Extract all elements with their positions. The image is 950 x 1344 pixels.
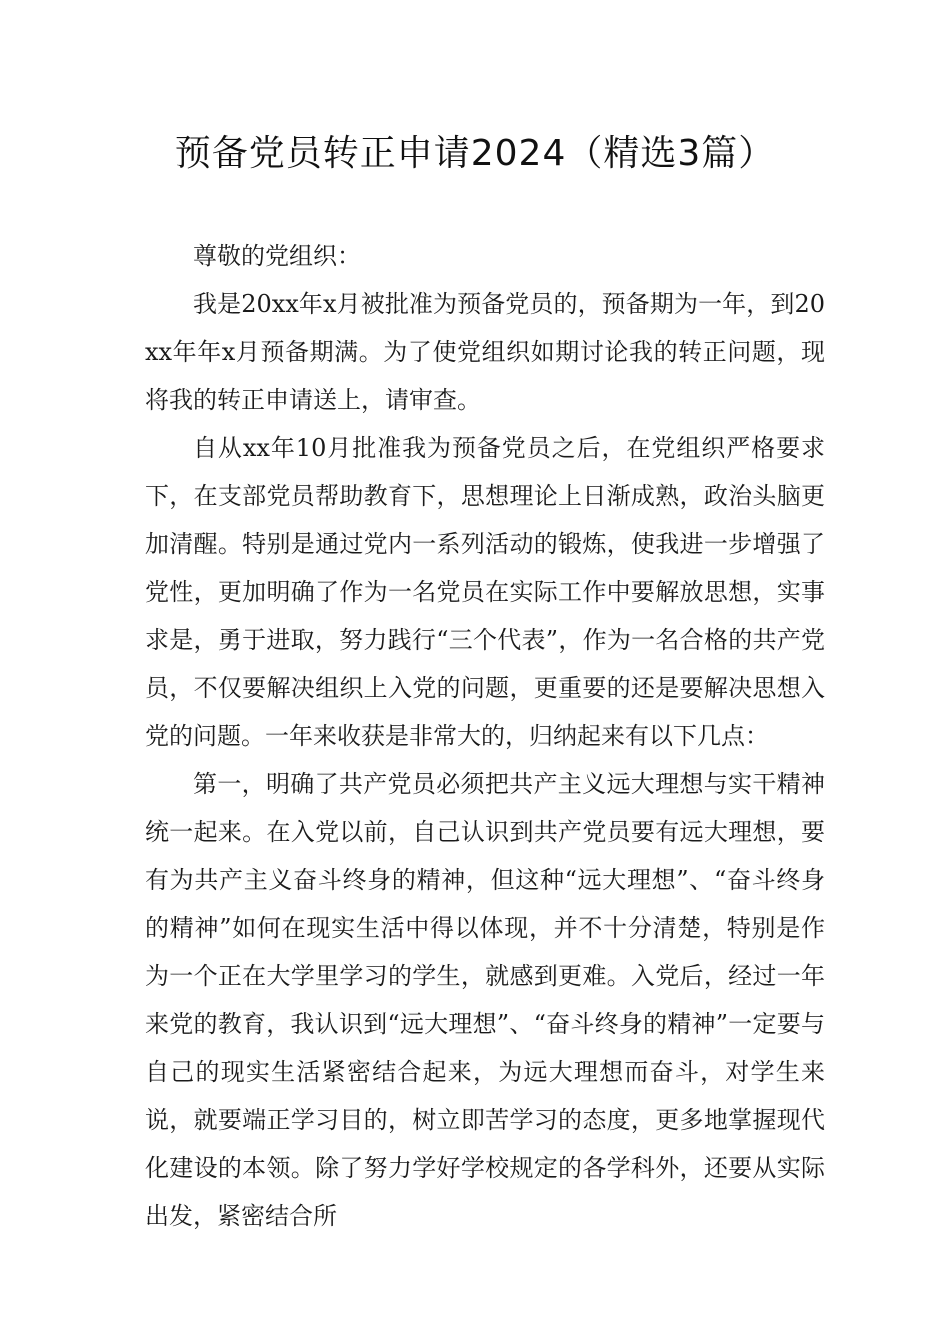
paragraph-3: 第一，明确了共产党员必须把共产主义远大理想与实干精神统一起来。在入党以前，自己认识到共产党员要有远大理想，要有为共产主义奋斗终身的精神，但这种“远大理想”、“奋斗终身的精神”如何在现实生活中得以体现，并不十分清楚，特别是作为一个正在大学里学习的学生，就感到更难。入党后，经过一年来党的教育，我认识到“远大理想”、“奋斗终身的精神”一定要与自己的现实生活紧密结合起来，为远大理想而奋斗，对学生来说，就要端正学习目的，树立即苦学习的态度，更多地掌握现代化建设的本领。除了努力学好学校规定的各学科外，还要从实际出发，紧密结合所 [145, 770, 825, 1230]
paragraph-1: 我是20xx年x月被批准为预备党员的，预备期为一年，到20xx年年x月预备期满。为了使党组织如期讨论我的转正问题，现将我的转正申请送上，请审查。 [145, 290, 825, 414]
document-title: 预备党员转正申请2024（精选3篇） [174, 133, 776, 174]
salutation: 尊敬的党组织： [193, 242, 361, 270]
document-body [145, 232, 825, 1240]
paragraph-2: 自从xx年10月批准我为预备党员之后，在党组织严格要求下，在支部党员帮助教育下，思想理论上日渐成熟，政治头脑更加清醒。特别是通过党内一系列活动的锻炼，使我进一步增强了党性，更加明确了作为一名党员在实际工作中要解放思想，实事求是，勇于进取，努力践行“三个代表”，作为一名合格的共产党员，不仅要解决组织上入党的问题，更重要的还是要解决思想入党的问题。一年来收获是非常大的，归纳起来有以下几点： [145, 434, 825, 750]
